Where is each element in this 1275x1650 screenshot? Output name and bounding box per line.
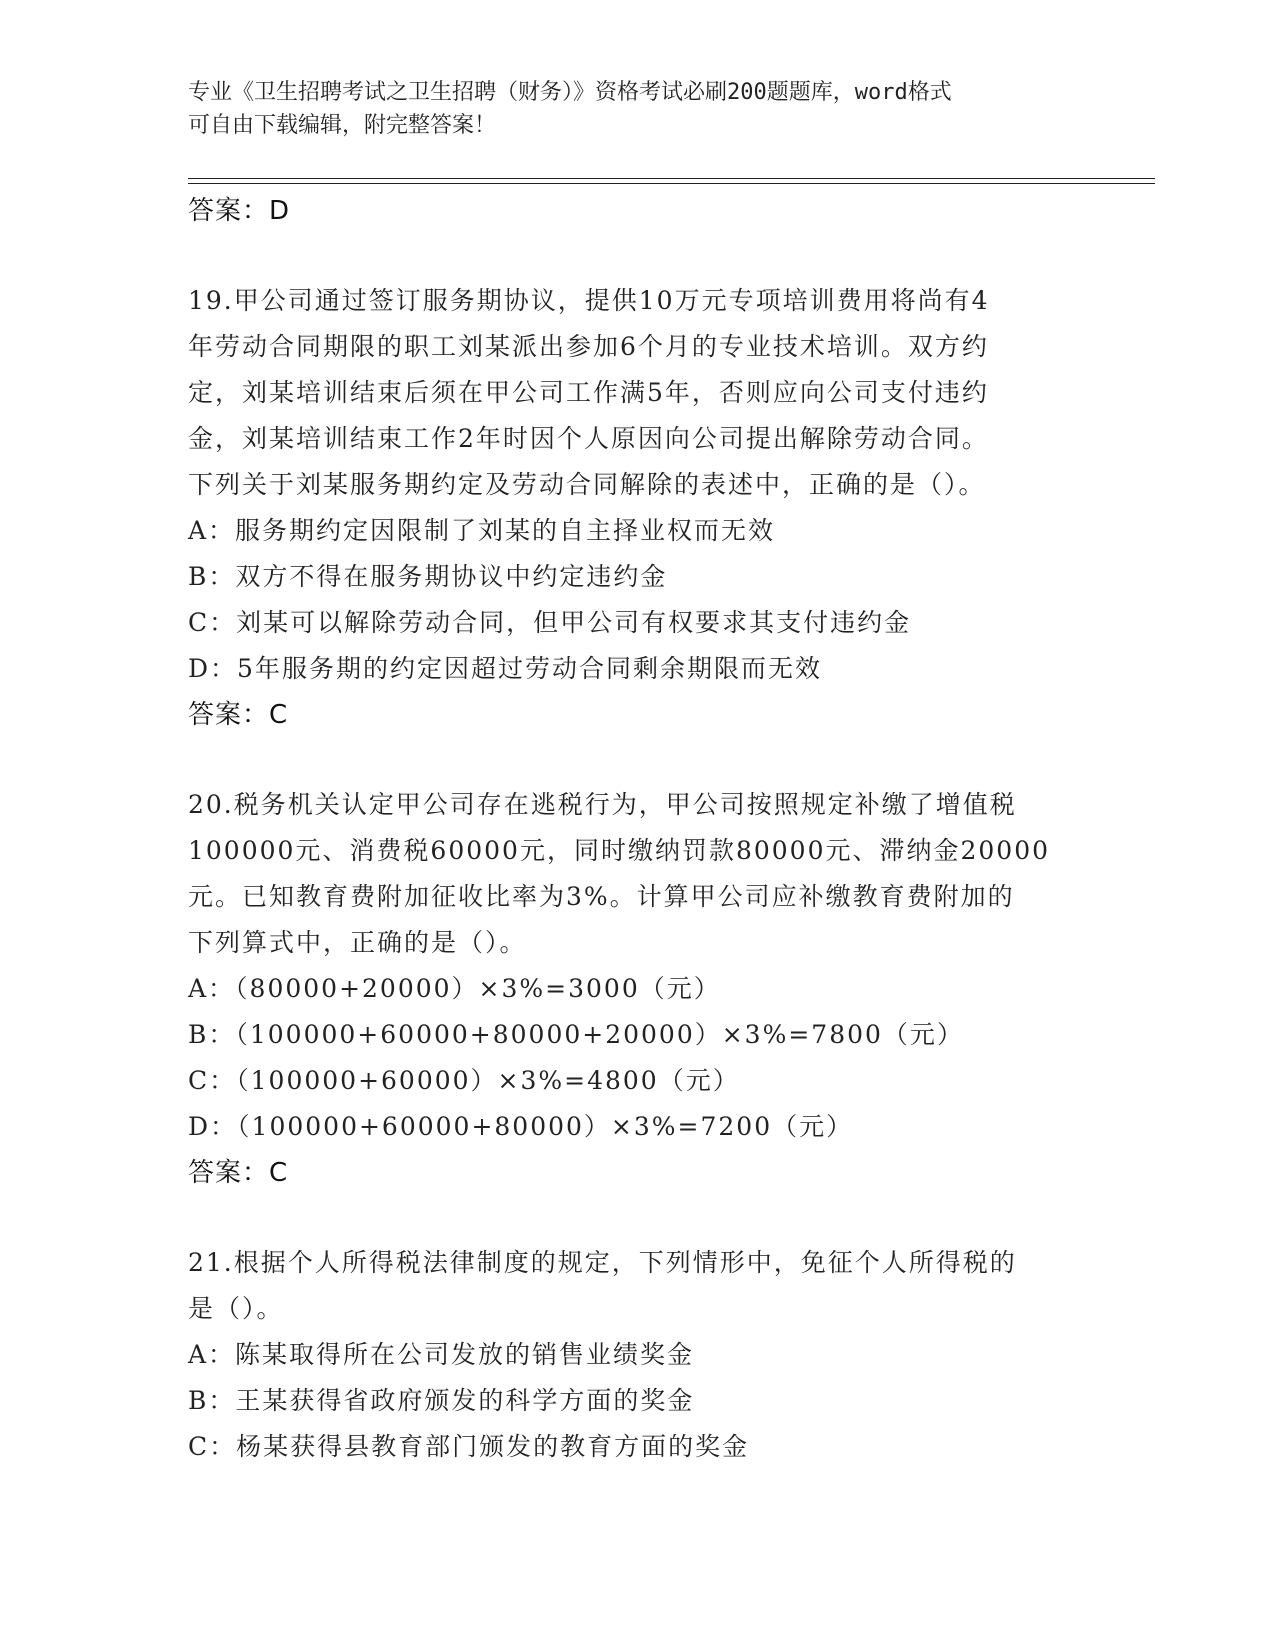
spacer	[188, 738, 1088, 782]
option-d: D：（100000+60000+80000）×3%=7200（元）	[188, 1112, 854, 1141]
option-a: A：（80000+20000）×3%=3000（元）	[188, 974, 721, 1003]
answer-line: 答案：D	[188, 196, 291, 226]
question-stem-line: 是（）。	[188, 1294, 284, 1323]
question-stem-line: 21.根据个人所得税法律制度的规定，下列情形中，免征个人所得税的	[188, 1248, 1017, 1277]
header-line-1: 专业《卫生招聘考试之卫生招聘（财务）》资格考试必刷200题题库，word格式	[188, 80, 952, 105]
question-stem-line: 元。已知教育费附加征收比率为3%。计算甲公司应补缴教育费附加的	[188, 882, 1015, 911]
option-a: A：服务期约定因限制了刘某的自主择业权而无效	[188, 516, 776, 545]
header-divider-bottom	[188, 183, 1155, 184]
answer-line: 答案：C	[188, 1158, 289, 1188]
option-d: D：5年服务期的约定因超过劳动合同剩余期限而无效	[188, 654, 822, 683]
question-stem-line: 19.甲公司通过签订服务期协议，提供10万元专项培训费用将尚有4	[188, 286, 990, 315]
question-19	[188, 278, 1088, 738]
option-b: B：双方不得在服务期协议中约定违约金	[188, 562, 668, 591]
spacer	[188, 1196, 1088, 1240]
option-c: C：（100000+60000）×3%=4800（元）	[188, 1066, 740, 1095]
option-b: B：王某获得省政府颁发的科学方面的奖金	[188, 1386, 695, 1415]
document-header	[188, 76, 1088, 142]
option-a: A：陈某取得所在公司发放的销售业绩奖金	[188, 1340, 695, 1369]
question-21	[188, 1240, 1088, 1470]
question-stem-line: 20.税务机关认定甲公司存在逃税行为，甲公司按照规定补缴了增值税	[188, 790, 1017, 819]
question-stem-line: 金，刘某培训结束工作2年时因个人原因向公司提出解除劳动合同。	[188, 424, 989, 453]
spacer	[188, 234, 1088, 278]
option-c: C：刘某可以解除劳动合同，但甲公司有权要求其支付违约金	[188, 608, 912, 637]
header-line-2: 可自由下载编辑，附完整答案！	[188, 113, 497, 138]
document-body	[188, 188, 1088, 1470]
question-20	[188, 782, 1088, 1196]
header-divider-top	[188, 178, 1155, 179]
option-c: C：杨某获得县教育部门颁发的教育方面的奖金	[188, 1432, 750, 1461]
question-stem-line: 下列算式中，正确的是（）。	[188, 928, 527, 957]
question-stem-line: 年劳动合同期限的职工刘某派出参加6个月的专业技术培训。双方约	[188, 332, 989, 361]
question-stem-line: 定，刘某培训结束后须在甲公司工作满5年，否则应向公司支付违约	[188, 378, 989, 407]
answer-line: 答案：C	[188, 700, 289, 730]
option-b: B：（100000+60000+80000+20000）×3%=7800（元）	[188, 1020, 964, 1049]
question-stem-line: 100000元、消费税60000元，同时缴纳罚款80000元、滞纳金20000	[188, 836, 1051, 865]
question-stem-line: 下列关于刘某服务期约定及劳动合同解除的表述中，正确的是（）。	[188, 470, 986, 499]
